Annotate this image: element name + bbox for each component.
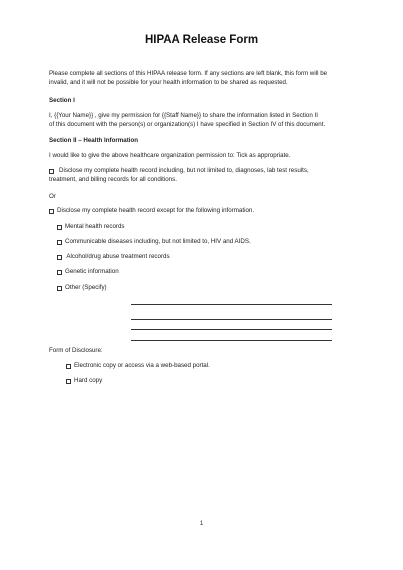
exception-alcohol-drug[interactable]	[57, 253, 170, 261]
disclosure-label: Hard copy	[74, 377, 103, 384]
exception-label: Genetic information	[65, 268, 119, 275]
section-1-line-2: of this document with the person(s) or organization(s) I have specified in Section IV of this document.	[49, 121, 326, 128]
exception-mental-health[interactable]	[57, 223, 125, 231]
section-2-heading: Section II – Health Information	[49, 137, 139, 144]
checkbox[interactable]	[66, 364, 71, 369]
exception-label: Communicable diseases including, but not limited to, HIV and AIDS.	[65, 238, 251, 245]
exception-communicable-diseases[interactable]	[57, 238, 251, 246]
intro-line-1: Please complete all sections of this HIPAA release form. If any sections are left blank, this form will be	[49, 70, 328, 77]
disclosure-electronic[interactable]	[66, 362, 210, 370]
checkbox[interactable]	[57, 240, 62, 245]
disclosure-hard-copy[interactable]	[66, 377, 102, 385]
specify-line[interactable]	[131, 319, 332, 320]
specify-line[interactable]	[131, 304, 332, 305]
checkbox[interactable]	[49, 209, 54, 214]
checkbox[interactable]	[57, 255, 62, 260]
section-1-heading: Section I	[49, 97, 75, 104]
checkbox[interactable]	[49, 169, 54, 174]
exception-genetic[interactable]	[57, 268, 119, 276]
option-except-label: Disclose my complete health record except for the following information.	[57, 207, 255, 214]
section-2-intro: I would like to give the above healthcare organization permission to: Tick as appropriate.	[49, 152, 291, 159]
checkbox[interactable]	[66, 379, 71, 384]
option-full-record[interactable]	[49, 167, 309, 175]
specify-line[interactable]	[131, 329, 332, 330]
specify-line[interactable]	[131, 340, 332, 341]
exception-label: Other (Specify)	[65, 284, 107, 291]
disclosure-label: Electronic copy or access via a web-based portal.	[74, 362, 210, 369]
exception-label: Mental health records	[65, 223, 125, 230]
form-of-disclosure-label: Form of Disclosure:	[49, 347, 103, 354]
intro-line-2: invalid, and it will not be possible for your health information to be shared as requested.	[49, 79, 288, 86]
exception-label: Alcohol/drug abuse treatment records	[65, 253, 170, 260]
checkbox[interactable]	[57, 225, 62, 230]
or-text: Or	[49, 193, 56, 200]
option-full-record-label-2: treatment, and billing records for all conditions.	[49, 176, 177, 183]
section-1-line-1: I, {{Your Name}} , give my permission for {{Staff Name}} to share the information listed in Section II	[49, 112, 318, 119]
exception-other[interactable]	[57, 284, 107, 292]
option-full-record-label-1: Disclose my complete health record including, but not limited to, diagnoses, lab test results,	[59, 167, 309, 174]
page-number: 1	[199, 520, 204, 527]
option-except-record[interactable]	[49, 207, 254, 215]
checkbox[interactable]	[57, 270, 62, 275]
checkbox[interactable]	[57, 286, 62, 291]
document-title: HIPAA Release Form	[144, 34, 259, 46]
